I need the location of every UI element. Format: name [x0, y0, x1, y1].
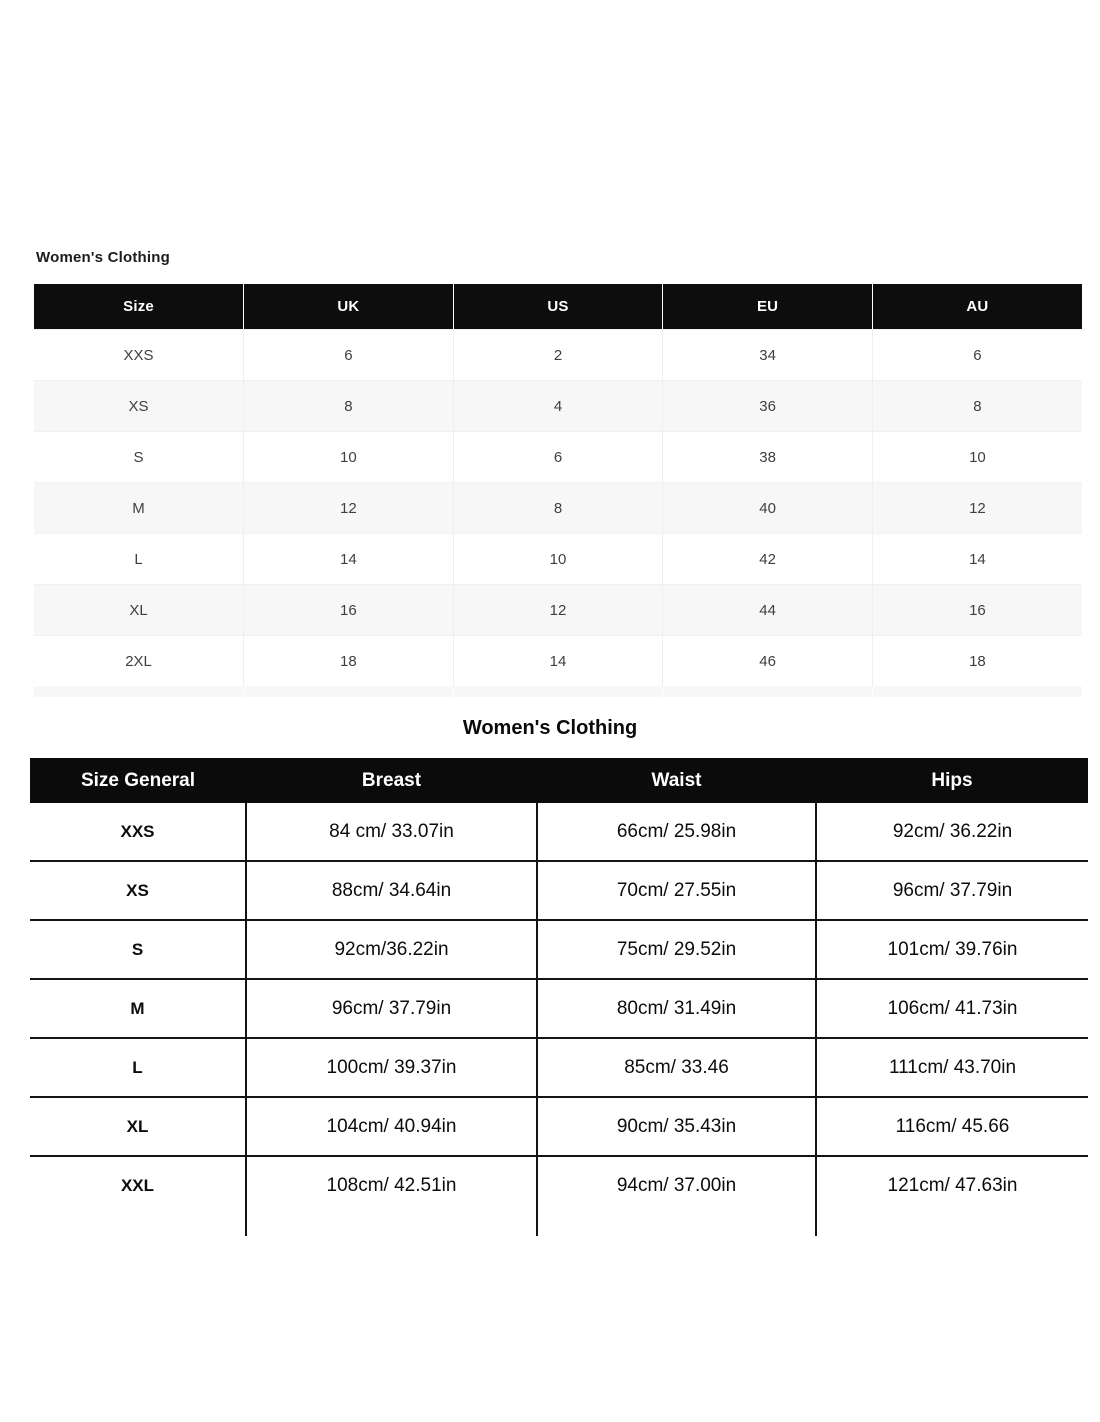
- value-cell: 6: [453, 432, 663, 483]
- column-rule-extension: [30, 1214, 1088, 1236]
- clipped-cell: [34, 687, 244, 698]
- value-cell: 92cm/ 36.22in: [816, 803, 1088, 861]
- clipped-cell: [453, 687, 663, 698]
- size-label-cell: XS: [34, 381, 244, 432]
- value-cell: 85cm/ 33.46: [537, 1038, 816, 1097]
- value-cell: 36: [663, 381, 873, 432]
- ghost-cell: [30, 1214, 246, 1236]
- table-row: [34, 585, 1082, 636]
- table-row: [34, 432, 1082, 483]
- table-row: [30, 979, 1088, 1038]
- size-label-cell: XL: [34, 585, 244, 636]
- value-cell: 8: [872, 381, 1082, 432]
- ghost-cell: [537, 1214, 816, 1236]
- size-label-cell: L: [30, 1038, 246, 1097]
- clipped-cell: [244, 687, 454, 698]
- size-label-cell: XS: [30, 861, 246, 920]
- value-cell: 44: [663, 585, 873, 636]
- header-row: [34, 284, 1082, 330]
- table-row: [30, 1038, 1088, 1097]
- table-row: [30, 1097, 1088, 1156]
- value-cell: 10: [872, 432, 1082, 483]
- ghost-cell: [816, 1214, 1088, 1236]
- value-cell: 111cm/ 43.70in: [816, 1038, 1088, 1097]
- value-cell: 94cm/ 37.00in: [537, 1156, 816, 1214]
- column-header: Hips: [816, 758, 1088, 803]
- column-header: Size: [34, 284, 244, 330]
- value-cell: 18: [872, 636, 1082, 687]
- value-cell: 34: [663, 330, 873, 381]
- value-cell: 42: [663, 534, 873, 585]
- header-row: [30, 758, 1088, 803]
- value-cell: 14: [453, 636, 663, 687]
- size-label-cell: M: [34, 483, 244, 534]
- measurement-table-body: [30, 803, 1088, 1236]
- value-cell: 4: [453, 381, 663, 432]
- clipped-row: [34, 687, 1082, 698]
- column-header: US: [453, 284, 663, 330]
- value-cell: 108cm/ 42.51in: [246, 1156, 537, 1214]
- column-header: EU: [663, 284, 873, 330]
- value-cell: 106cm/ 41.73in: [816, 979, 1088, 1038]
- value-cell: 16: [872, 585, 1082, 636]
- ghost-cell: [246, 1214, 537, 1236]
- table-row: [30, 1156, 1088, 1214]
- column-header: Size General: [30, 758, 246, 803]
- column-header: Waist: [537, 758, 816, 803]
- value-cell: 84 cm/ 33.07in: [246, 803, 537, 861]
- size-label-cell: S: [34, 432, 244, 483]
- value-cell: 8: [453, 483, 663, 534]
- size-label-cell: M: [30, 979, 246, 1038]
- size-conversion-table-header: [34, 284, 1082, 330]
- size-conversion-table: [34, 284, 1082, 697]
- value-cell: 14: [872, 534, 1082, 585]
- table-row: [30, 803, 1088, 861]
- value-cell: 75cm/ 29.52in: [537, 920, 816, 979]
- value-cell: 10: [244, 432, 454, 483]
- table-row: [34, 483, 1082, 534]
- size-label-cell: XXL: [120, 1175, 155, 1195]
- value-cell: 90cm/ 35.43in: [537, 1097, 816, 1156]
- value-cell: 66cm/ 25.98in: [537, 803, 816, 861]
- value-cell: 6: [244, 330, 454, 381]
- value-cell: 8: [244, 381, 454, 432]
- column-header: UK: [244, 284, 454, 330]
- size-label-cell: L: [34, 534, 244, 585]
- value-cell: 101cm/ 39.76in: [816, 920, 1088, 979]
- size-label-cell: 2XL: [34, 636, 244, 687]
- column-header: AU: [872, 284, 1082, 330]
- value-cell: 12: [244, 483, 454, 534]
- clipped-cell: [872, 687, 1082, 698]
- value-cell: 100cm/ 39.37in: [246, 1038, 537, 1097]
- value-cell: 12: [453, 585, 663, 636]
- value-cell: 96cm/ 37.79in: [816, 861, 1088, 920]
- table-row: [34, 636, 1082, 687]
- table-row: [30, 920, 1088, 979]
- value-cell: 40: [663, 483, 873, 534]
- value-cell: 104cm/ 40.94in: [246, 1097, 537, 1156]
- value-cell: 70cm/ 27.55in: [537, 861, 816, 920]
- value-cell: 92cm/36.22in: [246, 920, 537, 979]
- value-cell: 18: [244, 636, 454, 687]
- size-label-cell: XXS: [34, 330, 244, 381]
- clipped-cell: [663, 687, 873, 698]
- value-cell: 2: [453, 330, 663, 381]
- value-cell: 121cm/ 47.63in: [816, 1156, 1088, 1214]
- value-cell: 116cm/ 45.66: [816, 1097, 1088, 1156]
- table-row: [34, 381, 1082, 432]
- table-row: [34, 534, 1082, 585]
- table-row: [30, 861, 1088, 920]
- value-cell: 14: [244, 534, 454, 585]
- value-cell: 96cm/ 37.79in: [246, 979, 537, 1038]
- size-label-cell: XL: [30, 1097, 246, 1156]
- value-cell: 12: [872, 483, 1082, 534]
- value-cell: 10: [453, 534, 663, 585]
- size-label-cell: XXS: [30, 803, 246, 861]
- value-cell: 38: [663, 432, 873, 483]
- size-conversion-table-body: [34, 330, 1082, 698]
- value-cell: 46: [663, 636, 873, 687]
- measurement-table-header: [30, 758, 1088, 803]
- size-label-cell: S: [30, 920, 246, 979]
- column-header: Breast: [246, 758, 537, 803]
- value-cell: 80cm/ 31.49in: [537, 979, 816, 1038]
- table-row: [34, 330, 1082, 381]
- size-conversion-table-title: Women's Clothing: [36, 249, 170, 266]
- value-cell: 88cm/ 34.64in: [246, 861, 537, 920]
- measurement-table: [30, 758, 1088, 1236]
- value-cell: 6: [872, 330, 1082, 381]
- measurement-table-title: Women's Clothing: [462, 717, 638, 739]
- value-cell: 16: [244, 585, 454, 636]
